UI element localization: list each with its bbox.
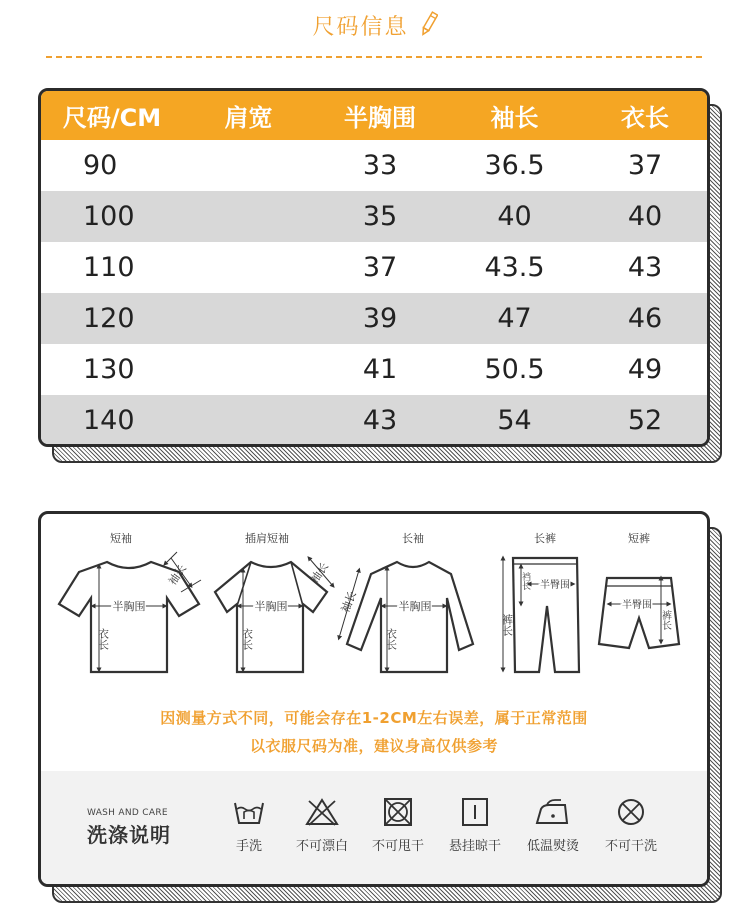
table-row xyxy=(41,242,707,293)
garment-label: 半臀围 xyxy=(540,580,570,591)
garment-label: 裤长 xyxy=(500,614,514,636)
section-title xyxy=(0,10,750,41)
care-item-no-dry-clean xyxy=(589,797,673,854)
no-dry-clean-icon xyxy=(614,797,648,827)
size-table-card xyxy=(38,88,710,447)
table-row xyxy=(41,395,707,446)
header-size: 尺码/CM xyxy=(41,91,183,140)
garment-label: 袖长 xyxy=(165,562,190,588)
care-item-low-iron xyxy=(511,797,595,854)
cell-size: 110 xyxy=(83,252,135,283)
cell-size: 90 xyxy=(83,150,118,181)
care-item-hand-wash xyxy=(207,797,291,854)
cell-sleeve: 40 xyxy=(446,191,583,242)
cell-shoulder xyxy=(183,191,314,242)
header-divider xyxy=(46,56,702,58)
size-table xyxy=(41,91,707,446)
garment-label: 衣长 xyxy=(240,628,254,650)
hang-dry-icon xyxy=(458,797,492,827)
garment-title: 长袖 xyxy=(402,532,424,545)
cell-length: 40 xyxy=(583,191,707,242)
cell-sleeve: 47 xyxy=(446,293,583,344)
header-sleeve: 袖长 xyxy=(446,91,583,140)
cell-length: 37 xyxy=(627,150,663,181)
cell-half-chest: 33 xyxy=(362,150,398,181)
garment-label: 裆长 xyxy=(520,572,530,590)
header-length: 衣长 xyxy=(583,91,707,140)
table-row xyxy=(41,293,707,344)
cell-size: 120 xyxy=(41,293,183,344)
cell-sleeve: 50.5 xyxy=(484,354,545,385)
cell-shoulder xyxy=(183,140,314,191)
cell-shoulder xyxy=(183,344,314,395)
raglan-short-sleeve-diagram xyxy=(215,531,333,672)
pencil-icon xyxy=(420,10,438,38)
garment-title: 短裤 xyxy=(628,532,650,545)
hand-wash-icon xyxy=(232,797,266,827)
table-header-row xyxy=(41,91,707,140)
cell-half-chest: 35 xyxy=(314,191,446,242)
cell-shoulder xyxy=(183,293,314,344)
care-label: 低温熨烫 xyxy=(526,839,579,854)
cell-length: 49 xyxy=(627,354,663,385)
table-row xyxy=(41,344,707,395)
care-item-no-bleach xyxy=(280,797,364,854)
cell-shoulder xyxy=(183,395,314,446)
cell-length: 43 xyxy=(627,252,663,283)
section-title-text: 尺码信息 xyxy=(312,15,409,40)
cell-half-chest: 41 xyxy=(362,354,398,385)
garment-label: 衣长 xyxy=(96,628,110,650)
short-sleeve-diagram xyxy=(59,531,201,672)
cell-half-chest: 37 xyxy=(362,252,398,283)
cell-length: 52 xyxy=(583,395,707,446)
wash-care-strip xyxy=(41,771,707,884)
garment-label: 半胸围 xyxy=(254,600,288,613)
care-label: 不可甩干 xyxy=(371,839,424,854)
care-item-hang-dry xyxy=(433,797,517,854)
table-row xyxy=(41,140,707,191)
low-iron-icon xyxy=(533,797,573,827)
cell-shoulder xyxy=(183,242,314,293)
cell-size: 100 xyxy=(41,191,183,242)
garment-label: 裤长 xyxy=(659,610,671,630)
cell-half-chest: 39 xyxy=(314,293,446,344)
wash-care-title-en: WASH AND CARE xyxy=(87,808,168,818)
cell-sleeve: 36.5 xyxy=(484,150,545,181)
long-sleeve-diagram xyxy=(338,531,473,672)
cell-size: 130 xyxy=(83,354,135,385)
care-item-no-tumble-dry xyxy=(356,797,440,854)
header-shoulder: 肩宽 xyxy=(183,91,314,140)
care-label: 悬挂晾干 xyxy=(448,839,501,854)
header-half-chest: 半胸围 xyxy=(314,91,446,140)
table-row xyxy=(41,191,707,242)
garment-measurement-diagrams xyxy=(41,514,707,674)
no-tumble-dry-icon xyxy=(381,797,415,827)
measurement-note-line1: 因测量方式不同，可能会存在1-2CM左右误差，属于正常范围 xyxy=(160,709,588,727)
garment-title: 长裤 xyxy=(534,532,556,545)
garment-title: 插肩短袖 xyxy=(245,532,289,545)
cell-half-chest: 43 xyxy=(314,395,446,446)
cell-sleeve: 43.5 xyxy=(484,252,545,283)
garment-label: 半胸围 xyxy=(112,600,146,613)
garment-label: 袖长 xyxy=(338,589,360,615)
garment-label: 袖长 xyxy=(307,560,332,586)
garment-label: 半臀围 xyxy=(622,600,652,611)
cell-sleeve: 54 xyxy=(446,395,583,446)
measurement-care-card xyxy=(38,511,710,887)
shorts-diagram xyxy=(599,531,679,648)
wash-care-title-cn: 洗涤说明 xyxy=(87,823,171,847)
garment-title: 短袖 xyxy=(110,532,132,545)
care-label: 手洗 xyxy=(235,839,262,854)
cell-size: 140 xyxy=(41,395,183,446)
no-bleach-icon xyxy=(305,797,339,827)
cell-length: 46 xyxy=(583,293,707,344)
measurement-note-line2: 以衣服尺码为准，建议身高仅供参考 xyxy=(249,737,498,755)
care-label: 不可干洗 xyxy=(604,839,657,854)
garment-label: 半胸围 xyxy=(398,600,432,613)
garment-label: 衣长 xyxy=(384,628,398,650)
care-label: 不可漂白 xyxy=(295,839,348,854)
long-pants-diagram xyxy=(501,531,580,672)
